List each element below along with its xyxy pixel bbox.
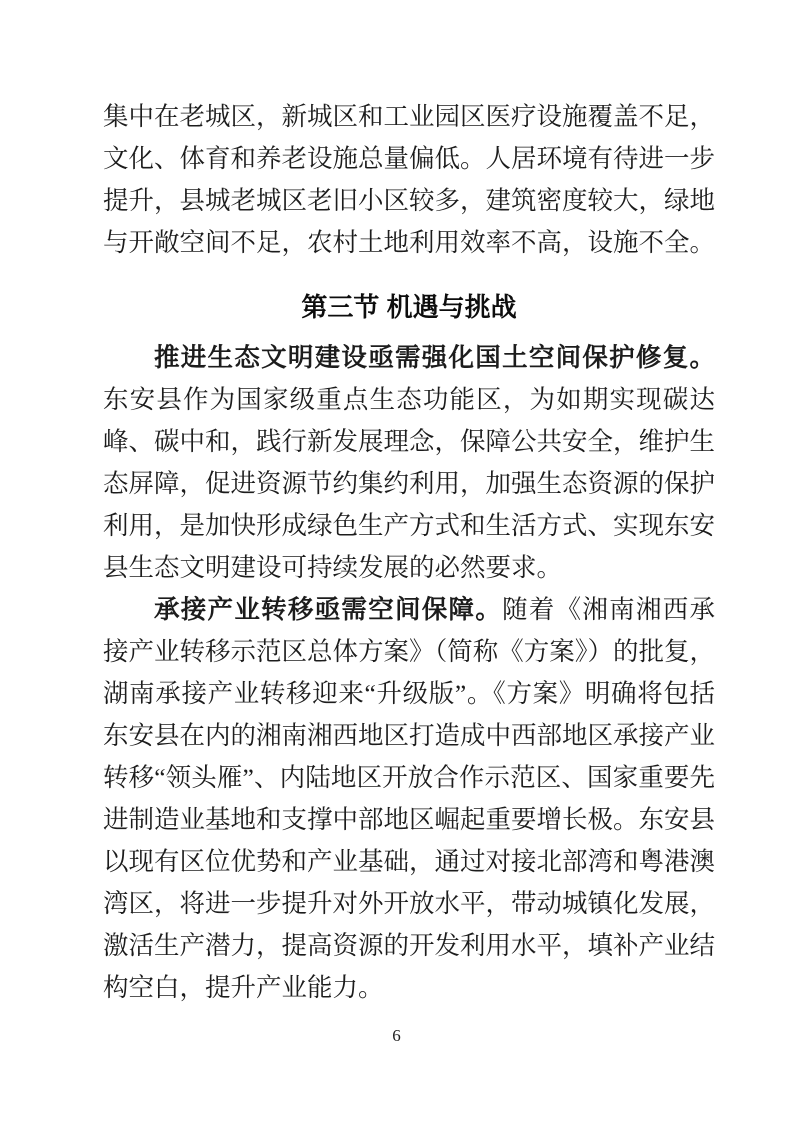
body-paragraph-1 [103, 337, 715, 589]
body-paragraph-2 [103, 589, 715, 1009]
paragraph-2-body-text: 随着《湘南湘西承接产业转移示范区总体方案》（简称《方案》）的批复，湖南承接产业转移迎来“升级版”。《方案》明确将包括东安县在内的湘南湘西地区打造成中西部地区承接产业转移“领头雁”、内陆地区开放合作示范区、国家重要先进制造业基地和支撑中部地区崛起重要增长极。东安县以现有区位优势和产业基础，通过对接北部湾和粤港澳湾区，将进一步提升对外开放水平，带动城镇化发展，激活生产潜力，提高资源的开发利用水平，填补产业结构空白，提升产业能力。 [103, 595, 716, 1002]
section-heading: 第三节 机遇与挑战 [301, 292, 517, 322]
continuation-paragraph: 集中在老城区，新城区和工业园区医疗设施覆盖不足，文化、体育和养老设施总量偏低。人居环境有待进一步提升，县城老城区老旧小区较多，建筑密度较大，绿地与开敞空间不足，农村土地利用效率不高，设施不全。 [103, 102, 716, 257]
paragraph-2-bold-lead: 承接产业转移亟需空间保障。 [154, 595, 503, 624]
page-content [103, 96, 715, 1009]
paragraph-1-bold-lead: 推进生态文明建设亟需强化国土空间保护修复。 [154, 343, 715, 372]
paragraph-1-body-text: 东安县作为国家级重点生态功能区，为如期实现碳达峰、碳中和，践行新发展理念，保障公共安全，维护生态屏障，促进资源节约集约利用，加强生态资源的保护利用，是加快形成绿色生产方式和生活方式、实现东安县生态文明建设可持续发展的必然要求。 [103, 385, 716, 582]
page-number: 6 [392, 1026, 401, 1045]
